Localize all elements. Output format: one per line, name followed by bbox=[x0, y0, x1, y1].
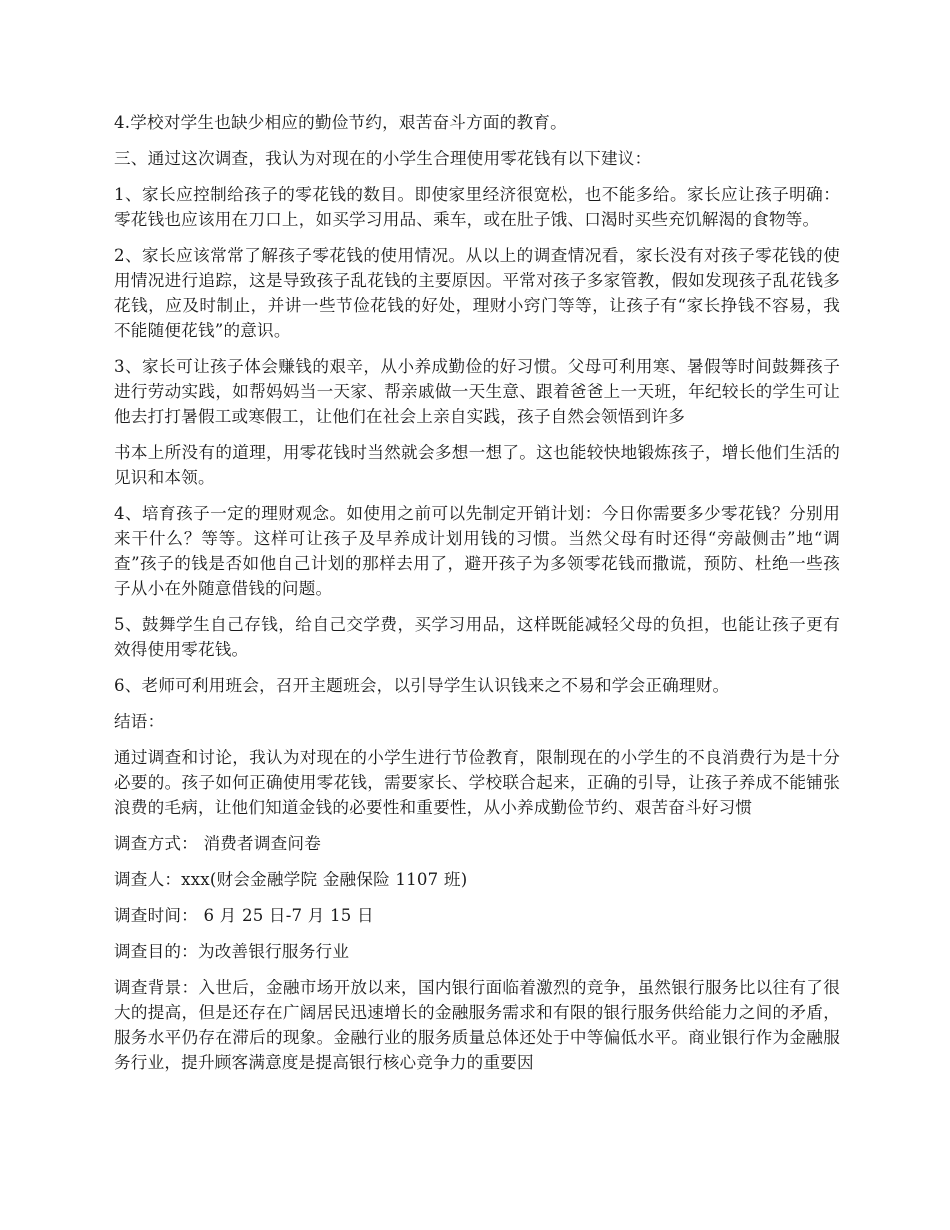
paragraph-suggestion-6: 6、老师可利用班会，召开主题班会，以引导学生认识钱来之不易和学会正确理财。 bbox=[114, 676, 730, 695]
paragraph-conclusion-heading: 结语： bbox=[114, 712, 165, 731]
paragraph-suggestion-2: 2、家长应该常常了解孩子零花钱的使用情况。从以上的调查情况看，家长没有对孩子零花钱的使用情况进行追踪，这是导致孩子乱花钱的主要原因。平常对孩子多家管教，假如发现孩子乱花钱多花钱，应及时制止，并讲一些节俭花钱的好处，理财小窍门等等，让孩子有“家长挣钱不容易，我不能随便花钱”的意识。 bbox=[114, 246, 840, 340]
paragraph-section-three-heading: 三、通过这次调查，我认为对现在的小学生合理使用零花钱有以下建议： bbox=[114, 149, 652, 168]
paragraph-school-education: 4.学校对学生也缺少相应的勤俭节约，艰苦奋斗方面的教育。 bbox=[114, 113, 567, 132]
paragraph-survey-method: 调查方式： 消费者调查问卷 bbox=[114, 834, 321, 853]
paragraph-suggestion-5: 5、鼓舞学生自己存钱，给自己交学费，买学习用品，这样既能减轻父母的负担，也能让孩子更有效得使用零花钱。 bbox=[114, 615, 840, 659]
paragraph-survey-time: 调查时间： 6 月 25 日-7 月 15 日 bbox=[114, 906, 374, 925]
paragraph-suggestion-4: 4、培育孩子一定的理财观念。如使用之前可以先制定开销计划：今日你需要多少零花钱？分别用来干什么？等等。这样可让孩子及早养成计划用钱的习惯。当然父母有时还得“旁敲侧击”地“调查”孩子的钱是否如他自己计划的那样去用了，避开孩子为多领零花钱而撒谎，预防、杜绝一些孩子从小在外随意借钱的问题。 bbox=[114, 504, 840, 598]
paragraph-survey-background: 调查背景：入世后，金融市场开放以来，国内银行面临着激烈的竞争，虽然银行服务比以往有了很大的提高，但是还存在广阔居民迅速增长的金融服务需求和有限的银行服务供给能力之间的矛盾，服务水平仍存在滞后的现象。金融行业的服务质量总体还处于中等偏低水平。商业银行作为金融服务行业，提升顾客满意度是提高银行核心竞争力的重要因 bbox=[114, 978, 840, 1072]
paragraph-suggestion-3: 3、家长可让孩子体会赚钱的艰辛，从小养成勤俭的好习惯。父母可利用寒、暑假等时间鼓舞孩子进行劳动实践，如帮妈妈当一天家、帮亲戚做一天生意、跟着爸爸上一天班，年纪较长的学生可让他去打打暑假工或寒假工，让他们在社会上亲自实践，孩子自然会领悟到许多 bbox=[114, 357, 840, 426]
paragraph-suggestion-1: 1、家长应控制给孩子的零花钱的数目。即使家里经济很宽松，也不能多给。家长应让孩子明确：零花钱也应该用在刀口上，如买学习用品、乘车，或在肚子饿、口渴时买些充饥解渴的食物等。 bbox=[114, 185, 840, 229]
paragraph-surveyor: 调查人：xxx(财会金融学院 金融保险 1107 班) bbox=[114, 870, 468, 889]
paragraph-conclusion-body: 通过调查和讨论，我认为对现在的小学生进行节俭教育，限制现在的小学生的不良消费行为是十分必要的。孩子如何正确使用零花钱，需要家长、学校联合起来，正确的引导，让孩子养成不能铺张浪费的毛病，让他们知道金钱的必要性和重要性，从小养成勤俭节约、艰苦奋斗好习惯 bbox=[114, 748, 840, 817]
paragraph-suggestion-3-continued: 书本上所没有的道理，用零花钱时当然就会多想一想了。这也能较快地锻炼孩子，增长他们生活的见识和本领。 bbox=[114, 443, 840, 487]
paragraph-survey-purpose: 调查目的：为改善银行服务行业 bbox=[114, 942, 350, 961]
document-body bbox=[114, 110, 840, 1086]
